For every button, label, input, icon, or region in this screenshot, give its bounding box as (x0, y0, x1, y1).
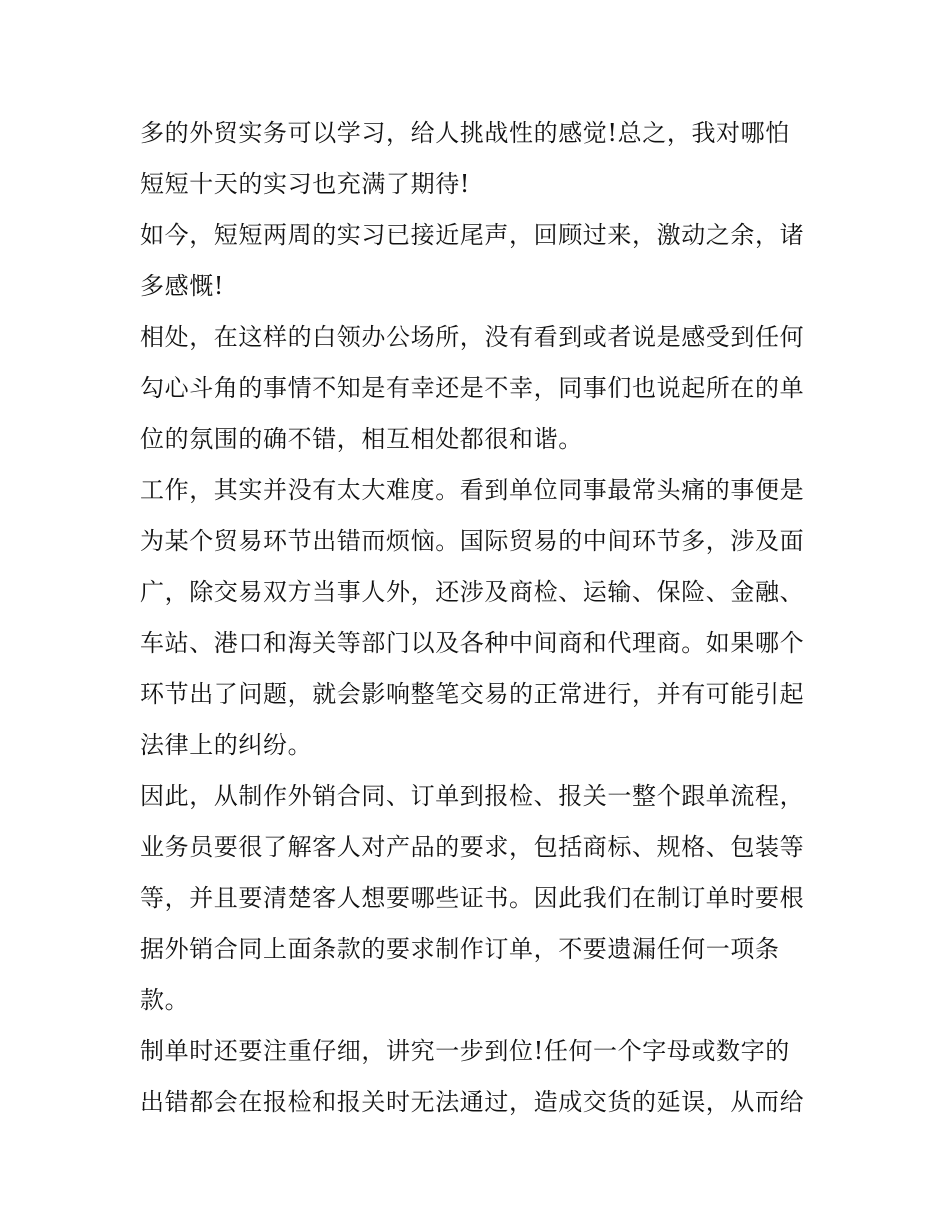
text-line: 车站、港口和海关等部门以及各种中间商和代理商。如果哪个 (140, 629, 805, 657)
text-line: 多感慨! (140, 272, 225, 300)
text-line: 法律上的纠纷。 (140, 731, 313, 759)
text-line: 环节出了问题，就会影响整笔交易的正常进行，并有可能引起 (140, 680, 805, 708)
text-line: 工作，其实并没有太大难度。看到单位同事最常头痛的事便是 (140, 476, 805, 504)
text-line: 位的氛围的确不错，相互相处都很和谐。 (140, 425, 583, 453)
text-line: 出错都会在报检和报关时无法通过，造成交货的延误，从而给 (140, 1088, 805, 1116)
text-line: 广，除交易双方当事人外，还涉及商检、运输、保险、金融、 (140, 578, 805, 606)
text-line: 制单时还要注重仔细，讲究一步到位!任何一个字母或数字的 (140, 1037, 790, 1065)
text-line: 业务员要很了解客人对产品的要求，包括商标、规格、包装等 (140, 833, 805, 861)
text-line: 款。 (140, 986, 190, 1014)
text-line: 等，并且要清楚客人想要哪些证书。因此我们在制订单时要根 (140, 884, 805, 912)
text-line: 相处，在这样的白领办公场所，没有看到或者说是感受到任何 (140, 323, 805, 351)
text-line: 短短十天的实习也充满了期待! (140, 170, 471, 198)
text-line: 为某个贸易环节出错而烦恼。国际贸易的中间环节多，涉及面 (140, 527, 805, 555)
text-line: 如今，短短两周的实习已接近尾声，回顾过来，激动之余，诸 (140, 221, 805, 249)
text-line: 勾心斗角的事情不知是有幸还是不幸，同事们也说起所在的单 (140, 374, 805, 402)
text-line: 多的外贸实务可以学习，给人挑战性的感觉!总之，我对哪怕 (140, 119, 790, 147)
text-line: 因此，从制作外销合同、订单到报检、报关一整个跟单流程， (140, 782, 805, 810)
text-line: 据外销合同上面条款的要求制作订单，不要遗漏任何一项条 (140, 935, 780, 963)
document-body (140, 108, 820, 1128)
